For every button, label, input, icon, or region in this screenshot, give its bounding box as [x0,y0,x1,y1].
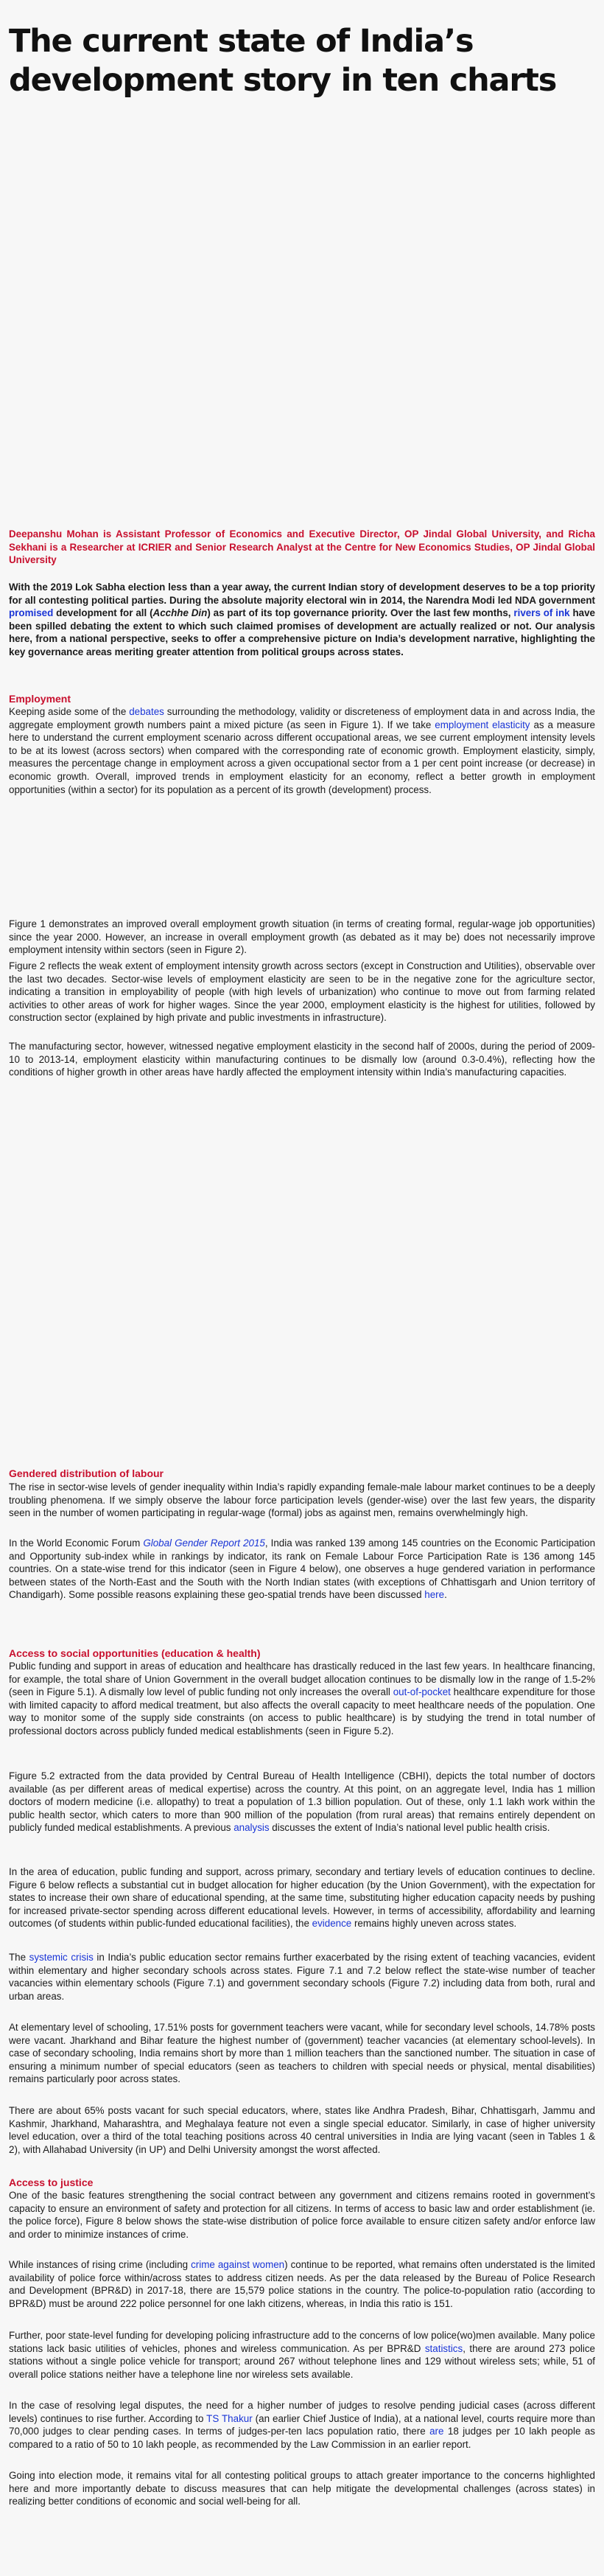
lead-text-2: development for all ( [53,607,153,619]
justice-paragraph-1: One of the basic features strengthening the social contract between any government and citizens remains rooted in government’s capacity to ensure an environment of safety and protection for all citizens. In terms of access to basic law and order establishment (ie. the police force), Figure 8 below shows the state-wise distribution of police force available to ensure citizen safety and/or enforce law and order to minimize instances of crime. [9,2190,595,2240]
link-here[interactable]: here [424,1589,445,1601]
justice-paragraph-4 [9,2399,595,2451]
text: In the World Economic Forum [9,1537,144,1549]
text: The [9,1952,29,1963]
heading-social-opportunities: Access to social opportunities (education & health) [9,1647,261,1659]
gender-paragraph-2 [9,1537,595,1602]
text: ) continue to be reported, what remains often understated is the limited availability of police force within/across states to address citizen needs. As per the data released by the Bureau of Police Research and Development (BPR&D) in 2017-18, there are 15,579 police stations in the country. The police-to-population ratio (according to BPR&D) must be around 222 police personnel for one lakh citizens, whereas, in India this ratio is 151. [9,2259,595,2309]
article-title: The current state of India’s development story in ten charts [9,23,557,99]
link-systemic-crisis[interactable]: systemic crisis [29,1952,94,1963]
link-promised[interactable]: promised [9,607,54,619]
text: Public funding and support in areas of education and healthcare has drastically reduced in the last few years. In healthcare financing, for example, the total share of Union Government in the overall budget allocation continues to be dismally low in the range of 1.5-2% (seen in Figure 5.1). A dismally low level of public funding not only increases the overall [9,1661,595,1698]
heading-employment: Employment [9,693,71,705]
social-paragraph-2 [9,1770,595,1835]
text: While instances of rising crime (including [9,2259,192,2270]
link-debates[interactable]: debates [129,706,164,717]
justice-paragraph-3 [9,2329,595,2381]
text: 18 judges per 10 lakh people as compared to a ratio of 50 to 10 lakh people, as recommended by the Law Commission in an earlier report. [9,2426,595,2450]
text: , there are around 273 police stations without a single police vehicle for transport; around 267 without telephone lines and 129 without wireless sets; while, 51 of overall police stations neither have a telephone line nor wireless sets available. [9,2342,595,2380]
text: . [444,1589,447,1601]
text: In the case of resolving legal disputes, the need for a higher number of judges to resolve pending judicial cases (across different levels) continues to rise further. According to [9,2400,595,2424]
link-statistics[interactable]: statistics [424,2342,463,2354]
text: , India was ranked 139 among 145 countries on the Economic Participation and Opportunity sub-index while in rankings by indicator, its rank on Female Labour Force Participation Rate is 136 among 145 countries. On a state-wise trend for this indicator (seen in Figure 4 below), one observes a huge gendered variation in performance between states of the North-East and the South with the North Indian states (with exceptions of Chhattisgarh and Union territory of Chandigarh). Some possible reasons explaining these geo-spatial trends have been discussed [9,1537,596,1601]
link-are[interactable]: are [429,2426,444,2437]
link-employment-elasticity[interactable]: employment elasticity [435,719,530,730]
justice-paragraph-5: Going into election mode, it remains vital for all contesting political groups to attach greater importance to the concerns highlighted here and more importantly debate to discuss measures that can help mitigate the developmental challenges (across states) in realizing better conditions of economic and social well-being for all. [9,2470,595,2507]
text: as a measure here to understand the current employment scenario across different occupational areas, we see current employment intensity levels to be at its lowest (across sectors) when compared with the corresponding rate of economic growth. Employment elasticity, simply, measures the percentage change in employment across a given occupational sector from a 1 per cent point increase (or decrease) in economic growth. Overall, improved trends in employment elasticity for an economy, reflect a better growth in employment opportunities (within a sector) for its population as a percent of its growth (development) process. [9,719,595,795]
text: discusses the extent of India’s national level public health crisis. [269,1822,550,1834]
link-text: Global Gender Report 2015 [143,1537,265,1549]
text: in India’s public education sector remains further exacerbated by the rising extent of teaching vacancies, evident within elementary and higher secondary schools across states. Figure 7.1 and 7.2 below reflect the state-wise number of teacher vacancies within elementary schools (Figure 7.1) and government secondary schools (Figure 7.2) including data from both, rural and urban areas. [9,1952,595,2002]
link-out-of-pocket[interactable]: out-of-pocket [393,1686,451,1698]
text: remains highly uneven across states. [351,1918,517,1930]
author-byline: Deepanshu Mohan is Assistant Professor of Economics and Executive Director, OP Jindal Global University, and Richa Sekhani is a Researcher at ICRIER and Senior Research Analyst at the Centre for New Economics Studies, OP Jindal Global University [9,528,595,566]
text: (an earlier Chief Justice of India), at a national level, courts require more than 70,000 judges to clear pending cases. In terms of judges-per-ten lacs population ratio, there [9,2412,596,2437]
lead-paragraph [9,581,595,659]
employment-paragraph-4: The manufacturing sector, however, witnessed negative employment elasticity in the second half of 2000s, during the period of 2009-10 to 2013-14, employment elasticity within manufacturing continues to be dismally low (around 0.3-0.4%), reflecting how the conditions of higher growth in other areas have hardly affected the employment intensity within India’s manufacturing capacities. [9,1041,595,1078]
social-paragraph-6: There are about 65% posts vacant for such special educators, where, states like Andhra Pradesh, Bihar, Chhattisgarh, Jammu and Kashmir, Jharkhand, Maharashtra, and Meghalaya feature not even a single special educator. Similarly, in case of higher university level education, over a third of the total teaching positions across 40 central universities in India are lying vacant (seen in Tables 1 & 2), with Allahabad University (in UP) and Delhi University amongst the worst affected. [9,2105,595,2155]
social-paragraph-3 [9,1865,595,1930]
lead-text-3: ) as part of its top governance priority. Over the last few months, [207,607,514,619]
heading-gender: Gendered distribution of labour [9,1467,164,1479]
social-paragraph-1 [9,1660,595,1738]
employment-paragraph-2: Figure 1 demonstrates an improved overall employment growth situation (in terms of creating formal, regular-wage job opportunities) since the year 2000. However, an increase in overall employment growth (as debated as it may be) does not necessarily improve employment intensity within sectors (seen in Figure 2). [9,918,595,956]
text: Further, poor state-level funding for developing policing infrastructure add to the concerns of low police(wo)men available. Many police stations lack basic utilities of vehicles, phones and wireless communication. As per BPR&D [9,2330,595,2354]
lead-emphasis: Acchhe Din [152,607,208,619]
lead-text-4: have been spilled debating the extent to which such claimed promises of development are actually realized or not. Our analysis here, from a national perspective, seeks to offer a comprehensive picture on India’s development narrative, highlighting the key governance areas meriting greater attention from political groups across states. [9,607,595,657]
employment-paragraph-3: Figure 2 reflects the weak extent of employment intensity growth across sectors (except in Construction and Utilities), observable over the last two decades. Sector-wise levels of employment elasticity are seen to be in the negative zone for the agriculture sector, indicating a transition in employability of people (with high levels of urbanization) who continue to move out from farming related activities to other areas of work for higher wages. Since the year 2000, employment elasticity is the highest for utilities, followed by construction sector (explained by high private and public investments in infrastructure). [9,960,595,1024]
link-ts-thakur[interactable]: TS Thakur [206,2412,253,2424]
heading-access-to-justice: Access to justice [9,2177,94,2188]
lead-text-1: With the 2019 Lok Sabha election less than a year away, the current Indian story of development deserves to be a top priority for all contesting political parties. During the absolute majority electoral win in 2014, the Narendra Modi led NDA government [9,582,595,606]
link-evidence[interactable]: evidence [312,1918,352,1930]
link-analysis[interactable]: analysis [233,1822,270,1834]
text: In the area of education, public funding and support, across primary, secondary and tertiary levels of education continues to decline. Figure 6 below reflects a substantial cut in budget allocation for higher education (by the Union Government), with the expectation for states to increase their own share of educational spending, at the same time, substituting higher education capacity needs by pushing for increased private-sector spending across different educational levels. However, in terms of accessibility, affordability and learning outcomes (of students within public-funded educational facilities), the [9,1866,595,1930]
gender-paragraph-1: The rise in sector-wise levels of gender inequality within India’s rapidly expanding female-male labour market continues to be a deeply troubling phenomena. If we simply observe the labour force participation levels (gender-wise) over the last few years, the disparity seen in the number of women participating in regular-wage (formal) jobs as against men, remains overwhelmingly high. [9,1481,595,1519]
social-paragraph-4 [9,1951,595,2003]
link-global-gender-report[interactable] [143,1537,265,1549]
text: surrounding the methodology, validity or discreteness of employment data in and across India, the aggregate employment growth numbers paint a mixed picture (as seen in Figure 1). If we take [9,706,595,730]
justice-paragraph-2 [9,2258,595,2310]
link-crime-against-women[interactable]: crime against women [191,2259,285,2270]
social-paragraph-5: At elementary level of schooling, 17.51% posts for government teachers were vacant, while for secondary level schools, 14.78% posts were vacant. Jharkhand and Bihar feature the highest number of (government) teacher vacancies (at elementary school-levels). In case of secondary schooling, India remains short by more than 1 million teachers than the sanctioned number. The situation in case of ensuring a minimum number of special educators (seen as teachers to children with special needs or physical, mental disabilities) remains particularly poor across states. [9,2022,595,2085]
link-rivers-of-ink[interactable]: rivers of ink [513,607,570,619]
text: Figure 5.2 extracted from the data provided by Central Bureau of Health Intelligence (CBHI), depicts the total number of doctors available (as per different areas of medical expertise) across the country. At this point, on an aggregate level, India has 1 million doctors of modern medicine (i.e. allopathy) to treat a population of 1.3 billion population. Out of these, only 1.1 lakh work within the public health sector, which caters to more than 900 million of the population (from rural areas) that remains entirely dependent on publicly funded medical establishments. A previous [9,1770,595,1834]
text: Keeping aside some of the [9,706,130,717]
employment-paragraph-1 [9,705,595,796]
text: healthcare expenditure for those with limited capacity to afford medical treatment, but also affects the overall capacity to meet healthcare needs of the population. One way to monitor some of the supply side constraints (on access to public healthcare) is by studying the trend in total number of professional doctors across publicly funded medical establishments (seen in Figure 5.2). [9,1686,596,1736]
